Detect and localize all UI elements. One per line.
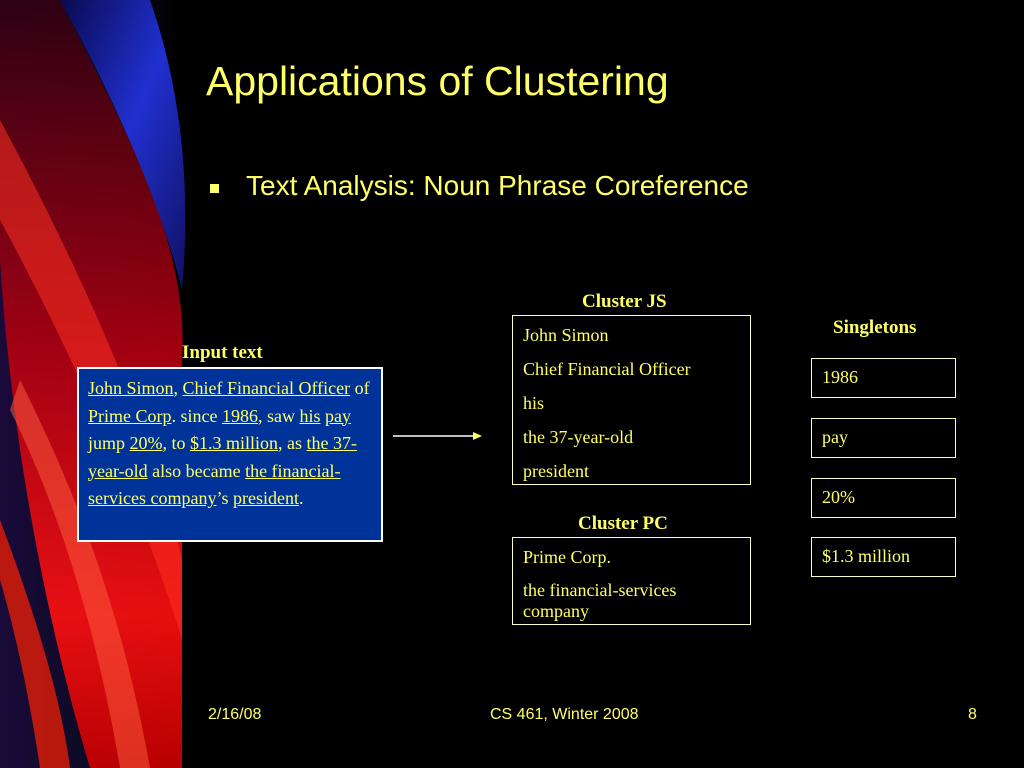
input-text-run: also became <box>147 460 246 481</box>
singleton-item: pay <box>811 418 956 458</box>
noun-phrase-mention: the 37-year-old <box>88 433 358 481</box>
cluster-pc-box <box>512 537 751 625</box>
footer-course: CS 461, Winter 2008 <box>490 706 639 723</box>
cluster-pc-label: Cluster PC <box>578 513 668 534</box>
right-arrow-icon <box>393 428 483 444</box>
cluster-js-item: his <box>523 393 545 413</box>
noun-phrase-mention: 20% <box>129 433 163 453</box>
bullet-square-icon <box>210 184 219 193</box>
input-text-label: Input text <box>182 342 263 363</box>
input-text-run: of <box>350 378 370 398</box>
noun-phrase-mention: president <box>232 488 299 508</box>
noun-phrase-mention: $1.3 million <box>190 433 279 453</box>
noun-phrase-mention: 1986 <box>221 405 258 426</box>
noun-phrase-mention: pay <box>325 405 351 426</box>
input-text-run: . <box>298 488 304 508</box>
input-text-box <box>77 367 383 542</box>
cluster-pc-item: Prime Corp. <box>523 547 611 567</box>
input-text-run: , <box>173 378 183 398</box>
singleton-item: 20% <box>811 478 956 518</box>
noun-phrase-mention: Prime Corp <box>88 405 172 426</box>
input-text-run: ’s <box>216 488 233 508</box>
input-text-run: , as <box>278 433 307 453</box>
input-text-run: . since <box>171 405 222 426</box>
cluster-js-label: Cluster JS <box>582 291 667 312</box>
bullet-text: Text Analysis: Noun Phrase Coreference <box>246 170 749 201</box>
noun-phrase-mention: his <box>299 405 321 426</box>
cluster-js-item: president <box>523 461 589 481</box>
noun-phrase-mention: Chief Financial Officer <box>182 378 351 398</box>
singleton-item: 1986 <box>811 358 956 398</box>
cluster-pc-item: the financial-services company <box>523 580 677 621</box>
noun-phrase-mention: the financial-services company <box>88 460 341 508</box>
cluster-js-box <box>512 315 751 485</box>
singleton-item: $1.3 million <box>811 537 956 577</box>
noun-phrase-mention: John Simon <box>88 378 174 398</box>
input-text-run: jump <box>88 433 130 453</box>
input-text-run: , saw <box>257 405 300 426</box>
slide-title: Applications of Clustering <box>206 58 669 104</box>
input-text-run: , to <box>162 433 191 453</box>
cluster-js-item: John Simon <box>523 325 609 345</box>
footer-page-number: 8 <box>968 706 977 723</box>
cluster-js-item: Chief Financial Officer <box>523 359 691 379</box>
cluster-js-item: the 37-year-old <box>523 427 634 447</box>
singletons-label: Singletons <box>833 317 917 338</box>
footer-date: 2/16/08 <box>208 706 262 723</box>
